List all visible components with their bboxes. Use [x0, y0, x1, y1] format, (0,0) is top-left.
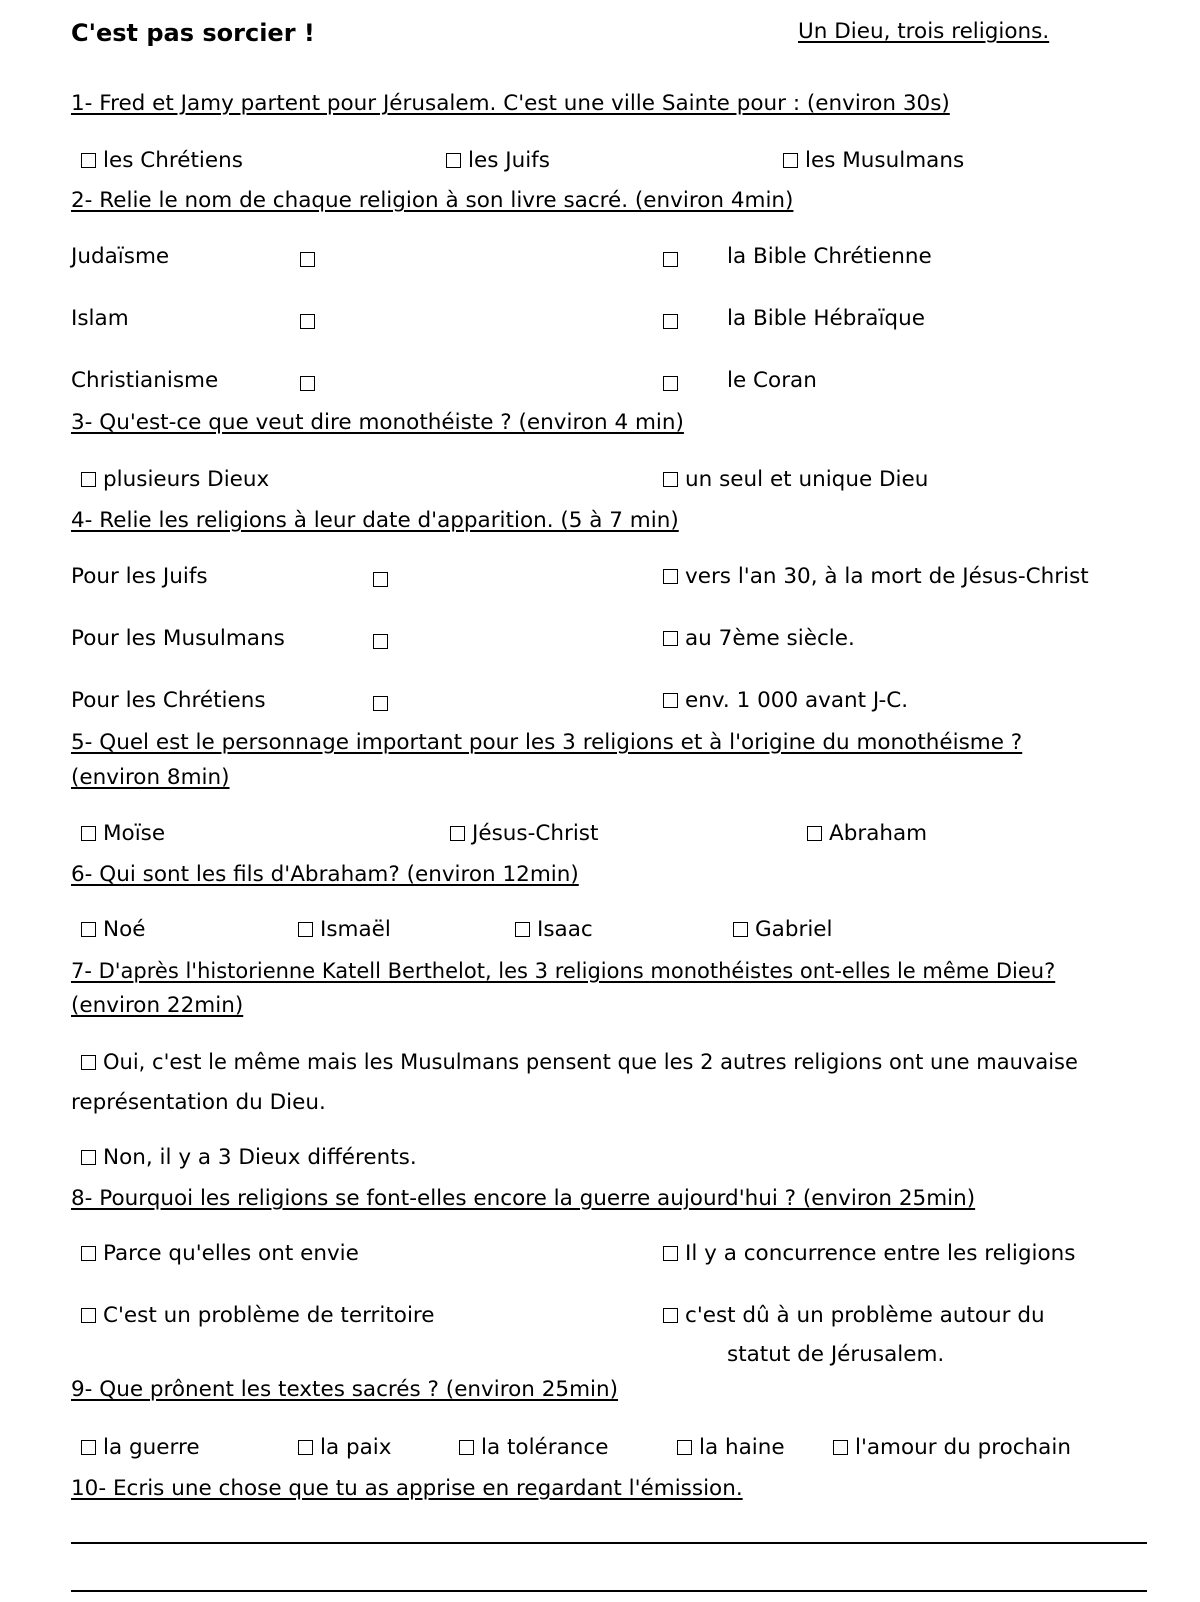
q2-right-checkbox-icon[interactable] — [663, 252, 678, 267]
checkbox-icon[interactable] — [81, 1055, 96, 1070]
q2-right-item: le Coran — [727, 368, 817, 393]
checkbox-icon[interactable] — [663, 472, 678, 487]
q5-option[interactable]: Abraham — [807, 822, 927, 847]
q2-right-checkbox-icon[interactable] — [663, 376, 678, 391]
checkbox-icon[interactable] — [733, 922, 748, 937]
q9-option[interactable]: la haine — [677, 1436, 785, 1461]
question-10: 10- Ecris une chose que tu as apprise en regardant l'émission. — [71, 1476, 743, 1501]
q9-option[interactable]: la tolérance — [459, 1436, 608, 1461]
question-2: 2- Relie le nom de chaque religion à son livre sacré. (environ 4min) — [71, 188, 794, 213]
q9-option[interactable]: la paix — [298, 1436, 392, 1461]
checkbox-icon[interactable] — [298, 922, 313, 937]
checkbox-icon[interactable] — [783, 153, 798, 168]
checkbox-icon[interactable] — [298, 1440, 313, 1455]
q3-option[interactable]: un seul et unique Dieu — [663, 468, 928, 493]
q8-option[interactable]: Parce qu'elles ont envie — [81, 1242, 359, 1267]
q4-left-item: Pour les Chrétiens — [71, 688, 266, 713]
checkbox-icon[interactable] — [81, 153, 96, 168]
checkbox-icon[interactable] — [807, 826, 822, 841]
checkbox-icon[interactable] — [663, 1308, 678, 1323]
q6-option[interactable]: Isaac — [515, 918, 593, 943]
checkbox-icon[interactable] — [663, 693, 678, 708]
q9-option[interactable]: l'amour du prochain — [833, 1436, 1071, 1461]
q8-option-continued: statut de Jérusalem. — [727, 1342, 945, 1367]
q2-left-checkbox-icon[interactable] — [300, 252, 315, 267]
checkbox-icon[interactable] — [81, 826, 96, 841]
answer-line[interactable] — [71, 1590, 1147, 1592]
checkbox-icon[interactable] — [663, 569, 678, 584]
q6-option[interactable]: Ismaël — [298, 918, 391, 943]
checkbox-icon[interactable] — [459, 1440, 474, 1455]
checkbox-icon[interactable] — [515, 922, 530, 937]
q4-left-checkbox-icon[interactable] — [373, 696, 388, 711]
q2-right-item: la Bible Hébraïque — [727, 306, 925, 331]
q2-left-checkbox-icon[interactable] — [300, 314, 315, 329]
question-5: 5- Quel est le personnage important pour les 3 religions et à l'origine du monothéisme ? — [71, 730, 1023, 755]
question-9: 9- Que prônent les textes sacrés ? (environ 25min) — [71, 1377, 619, 1402]
q2-left-item: Islam — [71, 306, 129, 331]
q2-right-checkbox-icon[interactable] — [663, 314, 678, 329]
q7-option-oui-continued: représentation du Dieu. — [71, 1090, 326, 1115]
checkbox-icon[interactable] — [81, 1440, 96, 1455]
question-1: 1- Fred et Jamy partent pour Jérusalem. C'est une ville Sainte pour : (environ 30s) — [71, 91, 950, 116]
q4-left-item: Pour les Juifs — [71, 564, 208, 589]
worksheet-subtitle: Un Dieu, trois religions. — [798, 19, 1050, 44]
q6-option[interactable]: Gabriel — [733, 918, 833, 943]
answer-line[interactable] — [71, 1542, 1147, 1544]
q4-left-checkbox-icon[interactable] — [373, 572, 388, 587]
q8-option[interactable]: c'est dû à un problème autour du — [663, 1304, 1045, 1329]
q5-option[interactable]: Moïse — [81, 822, 165, 847]
q2-right-item: la Bible Chrétienne — [727, 244, 932, 269]
question-7: 7- D'après l'historienne Katell Berthelot, les 3 religions monothéistes ont-elles le même Dieu? — [71, 959, 1056, 983]
checkbox-icon[interactable] — [81, 472, 96, 487]
q7-option-oui[interactable]: Oui, c'est le même mais les Musulmans pensent que les 2 autres religions ont une mauvaise — [81, 1050, 1078, 1074]
question-7-time: (environ 22min) — [71, 993, 244, 1018]
q8-option[interactable]: C'est un problème de territoire — [81, 1304, 435, 1329]
checkbox-icon[interactable] — [677, 1440, 692, 1455]
question-8: 8- Pourquoi les religions se font-elles encore la guerre aujourd'hui ? (environ 25min) — [71, 1186, 976, 1211]
checkbox-icon[interactable] — [81, 922, 96, 937]
checkbox-icon[interactable] — [450, 826, 465, 841]
question-6: 6- Qui sont les fils d'Abraham? (environ 12min) — [71, 862, 579, 887]
q4-right-item[interactable]: env. 1 000 avant J-C. — [663, 689, 908, 714]
checkbox-icon[interactable] — [446, 153, 461, 168]
q5-option[interactable]: Jésus-Christ — [450, 822, 598, 847]
checkbox-icon[interactable] — [81, 1308, 96, 1323]
question-4: 4- Relie les religions à leur date d'apparition. (5 à 7 min) — [71, 508, 679, 533]
q2-left-checkbox-icon[interactable] — [300, 376, 315, 391]
q4-right-item[interactable]: au 7ème siècle. — [663, 627, 855, 652]
worksheet-title: C'est pas sorcier ! — [71, 19, 315, 47]
q2-left-item: Christianisme — [71, 368, 219, 393]
checkbox-icon[interactable] — [81, 1150, 96, 1165]
q6-option[interactable]: Noé — [81, 918, 145, 943]
q1-option-musulmans[interactable]: les Musulmans — [783, 149, 964, 174]
checkbox-icon[interactable] — [81, 1246, 96, 1261]
checkbox-icon[interactable] — [663, 631, 678, 646]
checkbox-icon[interactable] — [833, 1440, 848, 1455]
q3-option[interactable]: plusieurs Dieux — [81, 468, 269, 493]
q4-right-item[interactable]: vers l'an 30, à la mort de Jésus-Christ — [663, 565, 1089, 590]
q8-option[interactable]: Il y a concurrence entre les religions — [663, 1242, 1075, 1267]
q9-option[interactable]: la guerre — [81, 1436, 200, 1461]
q4-left-checkbox-icon[interactable] — [373, 634, 388, 649]
q1-option-chretiens[interactable]: les Chrétiens — [81, 149, 243, 174]
question-5-time: (environ 8min) — [71, 765, 230, 790]
q4-left-item: Pour les Musulmans — [71, 626, 285, 651]
q2-left-item: Judaïsme — [71, 244, 170, 269]
checkbox-icon[interactable] — [663, 1246, 678, 1261]
q1-option-juifs[interactable]: les Juifs — [446, 149, 550, 174]
q7-option-non[interactable]: Non, il y a 3 Dieux différents. — [81, 1146, 417, 1171]
question-3: 3- Qu'est-ce que veut dire monothéiste ? (environ 4 min) — [71, 410, 684, 435]
